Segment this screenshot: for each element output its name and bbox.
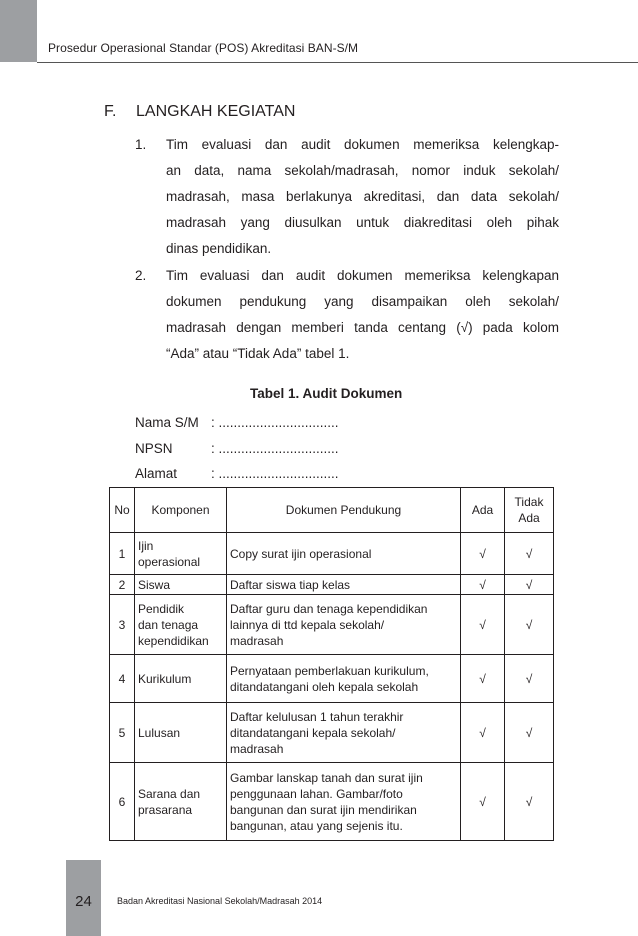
cell-komponen (135, 595, 227, 655)
audit-table (109, 487, 554, 841)
cell-no: 6 (110, 763, 135, 841)
section-heading (104, 103, 295, 121)
table-row (110, 763, 554, 841)
cell-komponen (135, 655, 227, 703)
field-value: : ................................ (211, 415, 339, 430)
table-row (110, 533, 554, 575)
cell-ada-check: √ (461, 575, 505, 595)
header-color-block (0, 0, 37, 62)
cell-line: prasarana (138, 802, 193, 817)
step-number: 1. (135, 137, 147, 152)
text-line: madrasah dengan memberi tanda centang (√) pada kolom (166, 320, 559, 335)
cell-no: 2 (110, 575, 135, 595)
text-line: madrasah yang diusulkan untuk diakreditasi oleh pihak (166, 215, 559, 230)
cell-line: penggunaan lahan. Gambar/foto (230, 786, 403, 801)
cell-komponen (135, 763, 227, 841)
col-header-ada: Ada (461, 488, 505, 533)
text-line: Tim evaluasi dan audit dokumen memeriksa kelengkap- (166, 137, 559, 152)
cell-line: Pendidik (138, 601, 185, 616)
header-line: Tidak (514, 495, 544, 509)
cell-line: Daftar siswa tiap kelas (230, 577, 351, 592)
cell-line: Daftar kelulusan 1 tahun terakhir (230, 709, 404, 724)
field-label: Alamat (135, 466, 178, 481)
cell-line: Pernyataan pemberlakuan kurikulum, (230, 663, 429, 678)
cell-ada-check: √ (461, 703, 505, 763)
cell-no: 4 (110, 655, 135, 703)
text-line: madrasah, masa berlakunya akreditasi, dan data sekolah/ (166, 189, 559, 204)
cell-tidak-ada-check: √ (505, 703, 554, 763)
text-line: dokumen pendukung yang disampaikan oleh sekolah/ (166, 294, 559, 309)
cell-komponen (135, 533, 227, 575)
cell-no: 5 (110, 703, 135, 763)
cell-line: operasional (138, 554, 201, 569)
step-2 (135, 263, 559, 367)
cell-dokumen (227, 763, 461, 841)
step-1 (135, 132, 559, 262)
text-line: “Ada” atau “Tidak Ada” tabel 1. (166, 346, 350, 361)
cell-line: Lulusan (138, 725, 181, 740)
footer-text: Badan Akreditasi Nasional Sekolah/Madrasah 2014 (117, 896, 323, 906)
cell-ada-check: √ (461, 533, 505, 575)
cell-tidak-ada-check: √ (505, 533, 554, 575)
cell-line: Daftar guru dan tenaga kependidikan (230, 601, 428, 616)
cell-line: madrasah (230, 633, 284, 648)
field-alamat (135, 466, 339, 481)
cell-ada-check: √ (461, 763, 505, 841)
cell-ada-check: √ (461, 595, 505, 655)
cell-line: lainnya di ttd kepala sekolah/ (230, 617, 385, 632)
cell-line: Copy surat ijin operasional (230, 546, 372, 561)
cell-dokumen (227, 595, 461, 655)
field-value: : ................................ (211, 466, 339, 481)
cell-komponen (135, 703, 227, 763)
header-line: Ada (518, 511, 540, 525)
field-value: : ................................ (211, 441, 339, 456)
cell-tidak-ada-check: √ (505, 655, 554, 703)
cell-ada-check: √ (461, 655, 505, 703)
table-header-row (110, 488, 554, 533)
cell-line: Kurikulum (138, 671, 192, 686)
cell-line: ditandatangani kepala sekolah/ (230, 725, 396, 740)
text-line: dinas pendidikan. (166, 241, 272, 256)
cell-line: Gambar lanskap tanah dan surat ijin (230, 770, 423, 785)
table-caption: Tabel 1. Audit Dokumen (250, 386, 403, 401)
cell-komponen (135, 575, 227, 595)
section-letter: F. (104, 103, 117, 120)
section-title: LANGKAH KEGIATAN (136, 103, 296, 120)
field-npsn (135, 441, 339, 456)
header-rule (37, 62, 638, 63)
cell-no: 3 (110, 595, 135, 655)
step-number: 2. (135, 268, 147, 283)
cell-line: kependidikan (138, 633, 209, 648)
field-nama-sm (135, 415, 339, 430)
table-row (110, 703, 554, 763)
cell-no: 1 (110, 533, 135, 575)
cell-tidak-ada-check: √ (505, 763, 554, 841)
cell-line: madrasah (230, 741, 284, 756)
cell-line: Sarana dan (138, 786, 201, 801)
text-line: Tim evaluasi dan audit dokumen memeriksa kelengkapan (166, 268, 559, 283)
cell-line: bangunan dan surat ijin mendirikan (230, 802, 417, 817)
table-row (110, 655, 554, 703)
text-line: an data, nama sekolah/madrasah, nomor induk sekolah/ (166, 163, 559, 178)
cell-dokumen (227, 533, 461, 575)
cell-dokumen (227, 575, 461, 595)
table-row (110, 595, 554, 655)
col-header-no: No (110, 488, 135, 533)
cell-line: Siswa (138, 577, 171, 592)
cell-tidak-ada-check: √ (505, 595, 554, 655)
step-text (166, 263, 559, 367)
table-row (110, 575, 554, 595)
cell-line: bangunan, atau yang sejenis itu. (230, 818, 403, 833)
field-label: Nama S/M (135, 415, 199, 430)
page-number: 24 (75, 893, 92, 910)
cell-line: ditandatangani oleh kepala sekolah (230, 679, 419, 694)
cell-dokumen (227, 703, 461, 763)
cell-line: Ijin (138, 538, 154, 553)
col-header-dokumen: Dokumen Pendukung (227, 488, 461, 533)
step-text (166, 132, 559, 262)
col-header-tidak-ada (505, 488, 554, 533)
running-header: Prosedur Operasional Standar (POS) Akreditasi BAN-S/M (48, 41, 359, 55)
field-label: NPSN (135, 441, 173, 456)
col-header-komponen: Komponen (135, 488, 227, 533)
cell-line: dan tenaga (138, 617, 199, 632)
cell-tidak-ada-check: √ (505, 575, 554, 595)
cell-dokumen (227, 655, 461, 703)
